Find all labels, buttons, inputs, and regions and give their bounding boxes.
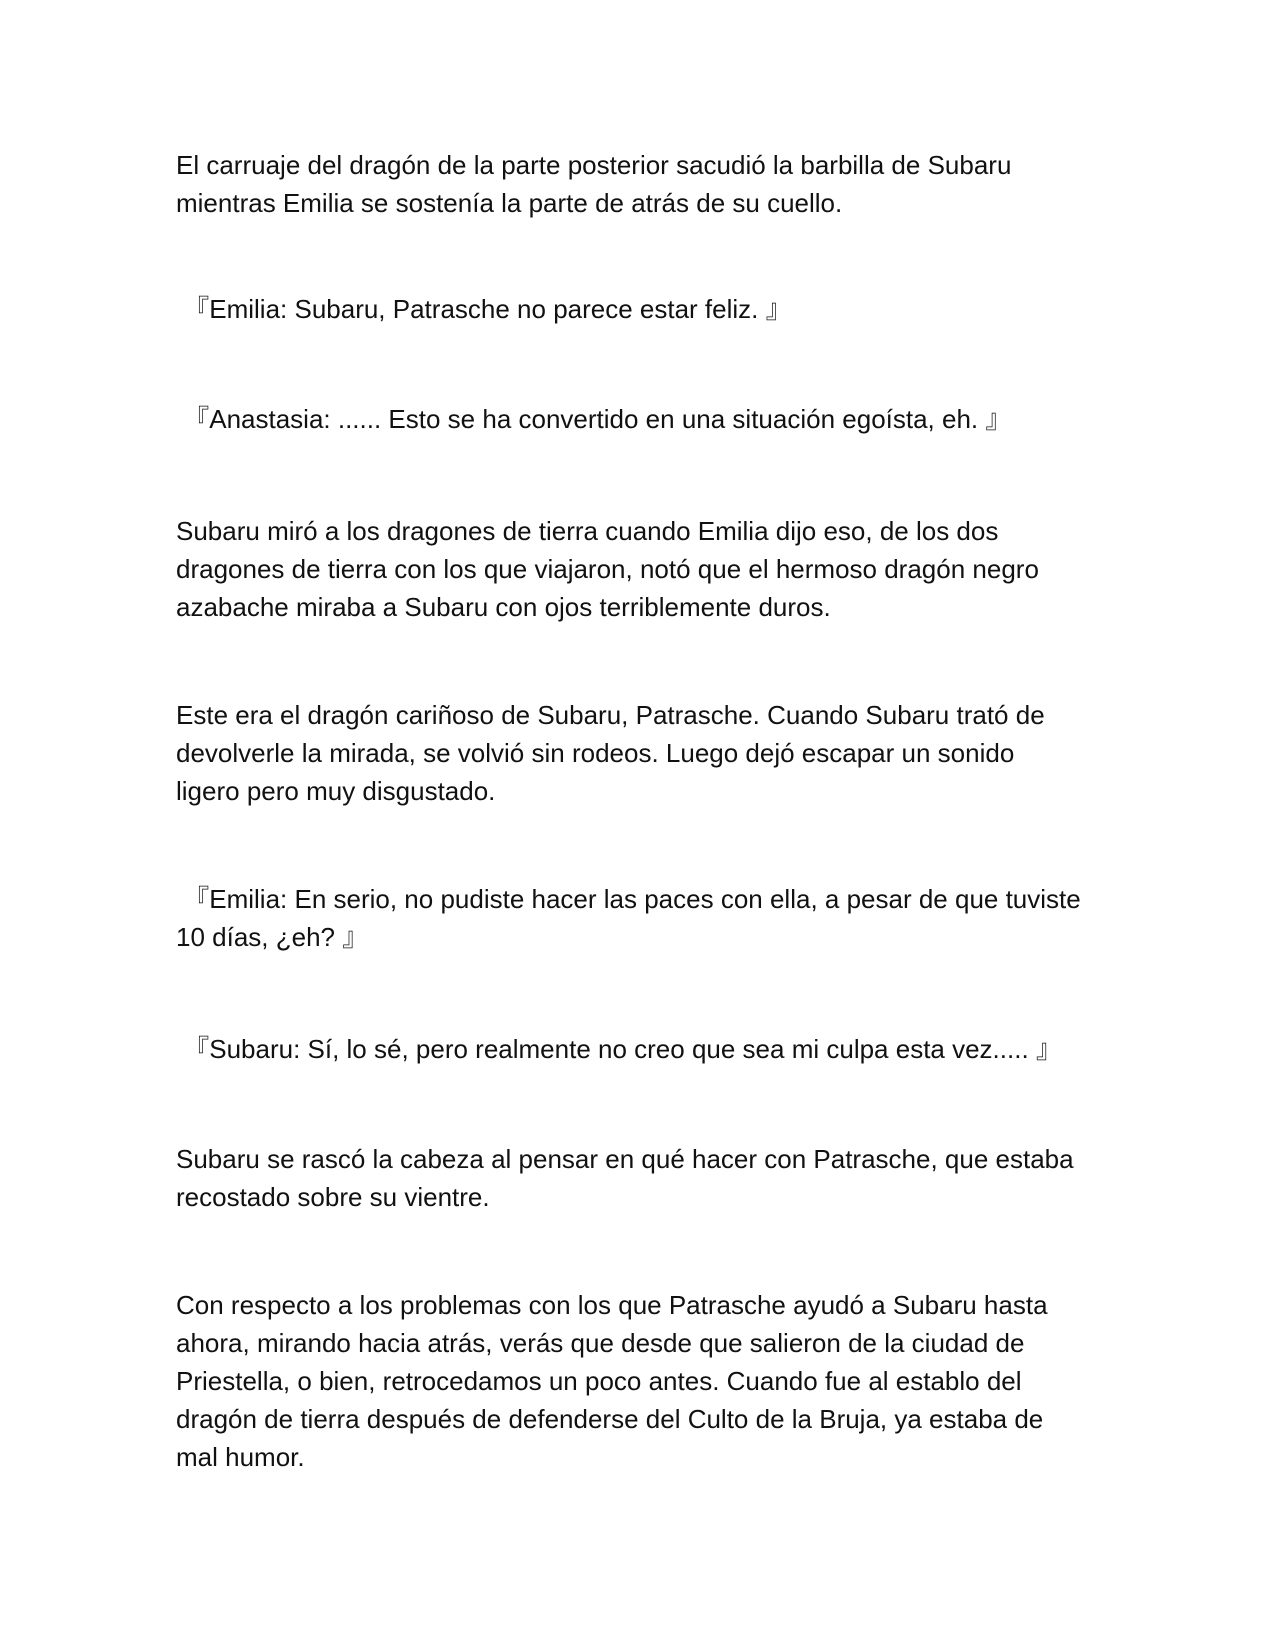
paragraph-narration-1: El carruaje del dragón de la parte posterior sacudió la barbilla de Subaru mientras Emilia se sostenía la parte de atrás de su cuello.	[176, 150, 1012, 218]
paragraph-narration-3: Este era el dragón cariñoso de Subaru, Patrasche. Cuando Subaru trató de devolverle la mirada, se volvió sin rodeos. Luego dejó escapar un sonido ligero pero muy disgustado.	[176, 700, 1045, 806]
paragraph-narration-2: Subaru miró a los dragones de tierra cuando Emilia dijo eso, de los dos dragones de tierra con los que viajaron, notó que el hermoso dragón negro azabache miraba a Subaru con ojos terriblemente duros.	[176, 516, 1039, 622]
paragraph-dialogue-emilia-1: 『Emilia: Subaru, Patrasche no parece estar feliz. 』	[176, 294, 792, 324]
paragraph-dialogue-anastasia: 『Anastasia: ...... Esto se ha convertido en una situación egoísta, eh. 』	[176, 404, 1012, 434]
paragraph-narration-5: Con respecto a los problemas con los que Patrasche ayudó a Subaru hasta ahora, mirando hacia atrás, verás que desde que salieron de la ciudad de Priestella, o bien, retrocedamos un poco antes. Cuando fue al establo del dragón de tierra después de defenderse del Culto de la Bruja, ya estaba de mal humor.	[176, 1290, 1048, 1472]
paragraph-narration-4: Subaru se rascó la cabeza al pensar en qué hacer con Patrasche, que estaba recostado sobre su vientre.	[176, 1144, 1074, 1212]
paragraph-dialogue-emilia-2: 『Emilia: En serio, no pudiste hacer las paces con ella, a pesar de que tuviste 10 días, ¿eh? 』	[176, 884, 1081, 952]
paragraph-dialogue-subaru: 『Subaru: Sí, lo sé, pero realmente no creo que sea mi culpa esta vez..... 』	[176, 1034, 1062, 1064]
